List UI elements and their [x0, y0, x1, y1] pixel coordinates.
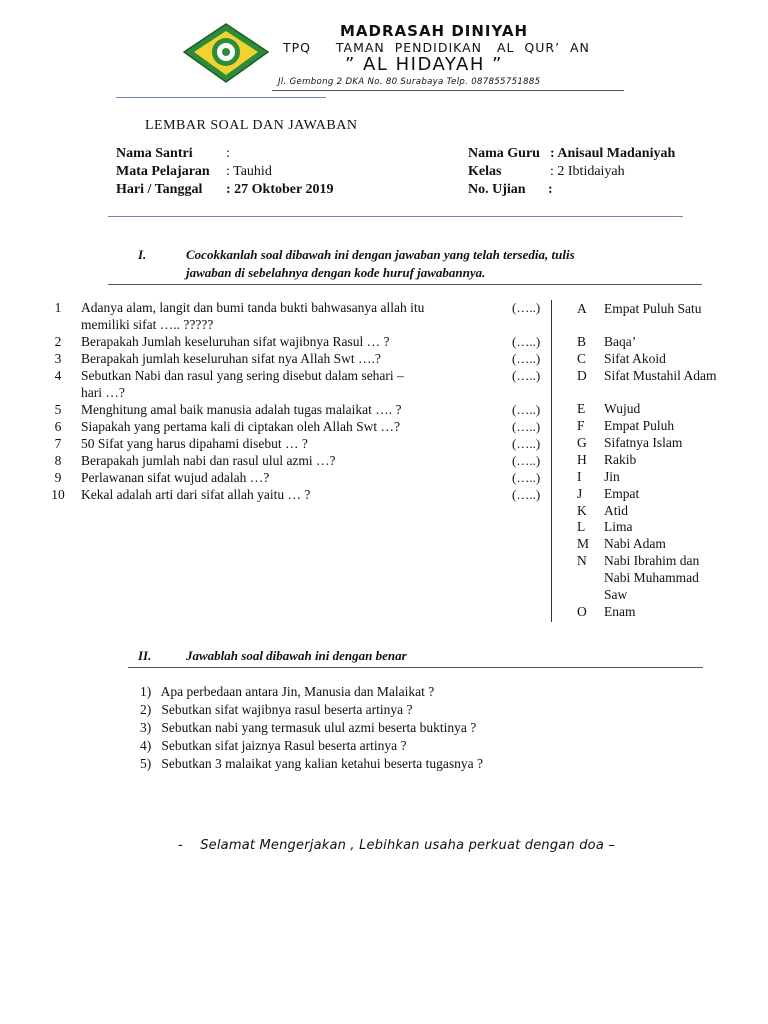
answer-text: Sifatnya Islam: [604, 435, 683, 450]
answer-code: D: [577, 368, 587, 383]
tanggal-label: Hari / Tanggal: [116, 182, 203, 197]
column-divider: [551, 300, 552, 622]
answer-code: M: [577, 536, 590, 551]
tanggal-value: : 27 Oktober 2019: [226, 182, 334, 197]
answer-code: E: [577, 401, 586, 416]
answer-blank[interactable]: (…..): [512, 436, 541, 451]
answer-code: B: [577, 334, 587, 349]
answer-text: Empat: [604, 486, 640, 501]
section1-instruction-line2: jawaban di sebelahnya dengan kode huruf jawabannya.: [186, 265, 486, 280]
question-number: 2: [54, 334, 62, 349]
essay-question: 2) Sebutkan sifat wajibnya rasul beserta artinya ?: [140, 702, 413, 717]
section1-divider: [108, 284, 702, 285]
question-number: 7: [54, 436, 62, 451]
question-text: Sebutkan Nabi dan rasul yang sering disebut dalam sehari –: [81, 368, 404, 383]
question-number: 6: [54, 419, 62, 434]
santri-value: :: [226, 146, 230, 161]
answer-blank[interactable]: (…..): [512, 351, 541, 366]
section2-divider: [128, 667, 703, 668]
kelas-label: Kelas: [468, 164, 502, 179]
answer-blank[interactable]: (…..): [512, 334, 541, 349]
essay-question: 5) Sebutkan 3 malaikat yang kalian ketahui beserta tugasnya ?: [140, 756, 484, 771]
answer-code: N: [577, 553, 587, 568]
mapel-value: : Tauhid: [226, 164, 272, 179]
question-text-cont: hari …?: [81, 385, 125, 400]
essay-question: 1) Apa perbedaan antara Jin, Manusia dan Malaikat ?: [140, 684, 435, 699]
info-divider: [108, 216, 683, 217]
school-subtitle: TPQ TAMAN PENDIDIKAN AL QUR’ AN: [283, 40, 590, 55]
answer-blank[interactable]: (…..): [512, 487, 541, 502]
question-text: Berapakah jumlah nabi dan rasul ulul azmi …?: [81, 453, 336, 468]
question-text: Kekal adalah arti dari sifat allah yaitu … ?: [81, 487, 311, 502]
header-divider: [272, 90, 624, 91]
question-text: Berapakah Jumlah keseluruhan sifat wajibnya Rasul … ?: [81, 334, 390, 349]
mapel-label: Mata Pelajaran: [116, 164, 210, 179]
answer-blank[interactable]: (…..): [512, 368, 541, 383]
header-divider-blue: [116, 97, 326, 98]
question-number: 1: [54, 300, 62, 315]
answer-blank[interactable]: (…..): [512, 419, 541, 434]
guru-label: Nama Guru: [468, 146, 540, 161]
answer-text: Lima: [604, 519, 633, 534]
answer-code: O: [577, 604, 587, 619]
question-number: 5: [54, 402, 62, 417]
santri-label: Nama Santri: [116, 146, 193, 161]
answer-text: Empat Puluh Satu: [604, 301, 702, 316]
essay-question: 4) Sebutkan sifat jaiznya Rasul beserta artinya ?: [140, 738, 407, 753]
school-logo: [180, 22, 272, 84]
school-name: MADRASAH DINIYAH: [340, 22, 529, 40]
answer-text: Rakib: [604, 452, 637, 467]
answer-text: Jin: [604, 469, 620, 484]
answer-text: Atid: [604, 503, 629, 518]
answer-code: J: [577, 486, 583, 501]
answer-code: G: [577, 435, 587, 450]
answer-code: K: [577, 503, 587, 518]
ujian-label: No. Ujian: [468, 182, 526, 197]
question-number: 4: [54, 368, 62, 383]
answer-code: I: [577, 469, 582, 484]
question-text-cont: memiliki sifat ….. ?????: [81, 317, 214, 332]
answer-code: H: [577, 452, 587, 467]
answer-text: Enam: [604, 604, 636, 619]
question-number: 3: [54, 351, 62, 366]
school-title: ” AL HIDAYAH ”: [345, 54, 503, 75]
answer-code: L: [577, 519, 586, 534]
question-text: Menghitung amal baik manusia adalah tugas malaikat …. ?: [81, 402, 402, 417]
question-text: Perlawanan sifat wujud adalah …?: [81, 470, 270, 485]
question-number: 9: [54, 470, 62, 485]
answer-blank[interactable]: (…..): [512, 470, 541, 485]
answer-code: F: [577, 418, 585, 433]
answer-text: Wujud: [604, 401, 641, 416]
answer-text-cont: Nabi Muhammad: [604, 570, 699, 585]
guru-value: : Anisaul Madaniyah: [550, 146, 676, 161]
answer-text: Nabi Ibrahim dan: [604, 553, 700, 568]
question-number: 10: [51, 487, 65, 502]
answer-text: Empat Puluh: [604, 418, 675, 433]
answer-blank[interactable]: (…..): [512, 453, 541, 468]
question-number: 8: [54, 453, 62, 468]
ujian-value: :: [548, 182, 553, 197]
question-text: Adanya alam, langit dan bumi tanda bukti bahwasanya allah itu: [81, 300, 425, 315]
page-title: LEMBAR SOAL DAN JAWABAN: [145, 118, 358, 133]
answer-code: C: [577, 351, 587, 366]
answer-text: Baqa’: [604, 334, 637, 349]
question-text: 50 Sifat yang harus dipahami disebut … ?: [81, 436, 308, 451]
answer-code: A: [577, 301, 587, 316]
answer-text-cont: Saw: [604, 587, 628, 602]
answer-text: Sifat Mustahil Adam: [604, 368, 717, 383]
kelas-value: : 2 Ibtidaiyah: [550, 164, 625, 179]
question-text: Siapakah yang pertama kali di ciptakan oleh Allah Swt …?: [81, 419, 401, 434]
school-address: Jl. Gembong 2 DKA No. 80 Surabaya Telp. 087855751885: [278, 77, 541, 87]
question-text: Berapakah jumlah keseluruhan sifat nya Allah Swt ….?: [81, 351, 381, 366]
section1-number: I.: [138, 247, 147, 262]
section1-instruction-line1: Cocokkanlah soal dibawah ini dengan jawaban yang telah tersedia, tulis: [186, 247, 575, 262]
answer-text: Sifat Akoid: [604, 351, 666, 366]
closing-message: - Selamat Mengerjakan , Lebihkan usaha perkuat dengan doa –: [178, 838, 616, 853]
section2-number: II.: [138, 648, 152, 663]
answer-text: Nabi Adam: [604, 536, 666, 551]
essay-question: 3) Sebutkan nabi yang termasuk ulul azmi beserta buktinya ?: [140, 720, 477, 735]
answer-blank[interactable]: (…..): [512, 300, 541, 315]
section2-heading: Jawablah soal dibawah ini dengan benar: [186, 648, 407, 663]
answer-blank[interactable]: (…..): [512, 402, 541, 417]
